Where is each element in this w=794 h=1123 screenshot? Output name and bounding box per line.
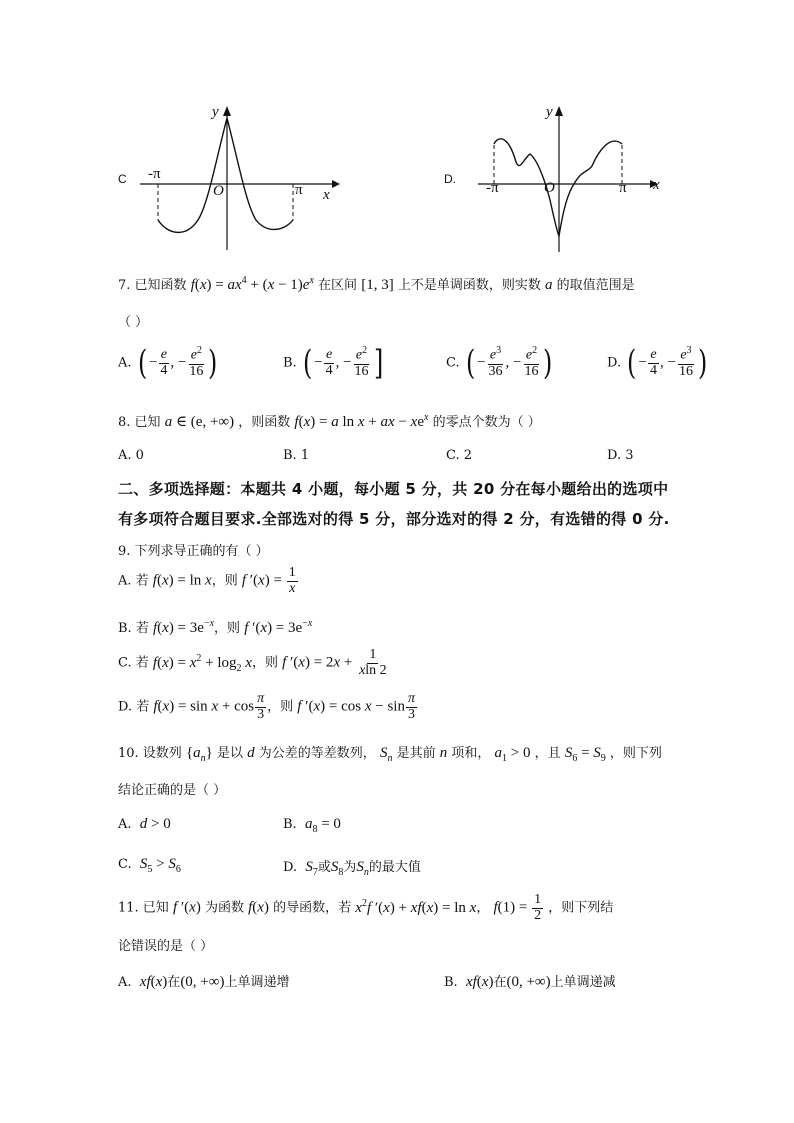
q8-option-c: C. 2 (446, 448, 473, 463)
graph-d-origin: O (544, 180, 555, 196)
q8-stem: 8. 已知 a ∈ (e, +∞) ，则函数 f(x) = a ln x + ax − $xe^x$ 的零点个数为（ ） (118, 412, 541, 430)
q7-stem: 7. 已知函数 $f(x) = ax^4 + (x - 1)e^x$ 在区间 [1, 3] 上不是单调函数，则实数 a 的取值范围是 (118, 275, 635, 293)
q8-option-a: A. 0 (118, 448, 144, 463)
graph-c-y-label: y (212, 104, 219, 120)
q7-interval: [1, 3] (361, 277, 394, 293)
q11-stem-line2: 论错误的是（ ） (118, 939, 214, 954)
q8-option-b: B. 1 (283, 448, 310, 463)
graph-d-neg-pi: -π (486, 180, 499, 196)
q11-stem: 11. 已知 f ′(x) 为函数 f(x) 的导函数，若 $x^2f$ ′(x) + xf(x) = ln x， f(1) = $\frac{1}{2}$ ，则下列结 (118, 892, 614, 923)
q10-option-a: A. d > 0 (118, 816, 171, 832)
q7-option-c: C. ( − $\frac{e^3}{36}$ , − $\frac{e^2}{16}$ ) (446, 343, 553, 383)
q11-option-a: A. xf(x)在(0, +∞)上单调递增 (118, 974, 290, 990)
q10-stem-line2: 结论正确的是（ ） (118, 783, 227, 798)
graph-c-origin: O (213, 183, 224, 199)
q9-option-b: B. 若 $f(x) = 3e^{-x}$，则 f $'(x) = 3e^{-x}$ (118, 618, 313, 636)
graph-d-y-label: y (546, 104, 553, 120)
q7-option-a: A. ( − $\frac{e}{4}$ , − $\frac{e^2}{16}$ ) (118, 343, 218, 383)
q10-option-d: D. $S_7$或$S_8$为$S_n$的最大值 (283, 859, 421, 878)
q10-stem: 10. 设数列 $\{a_n\}$ 是以 d 为公差的等差数列， $S_n$ 是其前 n 项和， $a_1 > 0$ ，且 $S_6 = S_9$ ，则下列 (118, 745, 662, 764)
y-arrow-icon (223, 106, 231, 116)
q10-option-b: B. $a_8 = 0$ (283, 816, 341, 835)
q9-option-c: C. 若 $f(x) = x^2 + \log_2 x$，则 f ′(x) = 2x + $\frac{1}{xln 2}$ (118, 647, 387, 678)
section2-line1: 二、多项选择题：本题共 4 小题，每小题 5 分，共 20 分在每小题给出的选项中 (118, 480, 669, 498)
q8-option-d: D. 3 (607, 448, 634, 463)
q9-option-a: A. 若 f(x) = ln x，则 f ′(x) = $\frac{1}{x}$ (118, 565, 296, 596)
graph-d-x-label: x (653, 177, 660, 193)
curve-c (158, 118, 293, 232)
graph-d-label: D. (444, 172, 456, 186)
graph-c (110, 100, 350, 260)
q10-option-c: C. $S_5 > S_6$ (118, 856, 181, 875)
graph-c-pi: π (295, 182, 303, 198)
q9-option-d: D. 若 f(x) = sin x + cos $\frac{\pi}{3}$ ，则 f ′(x) = cos x − sin $\frac{\pi}{3}$ (118, 691, 415, 722)
q7-answer-paren: （ ） (118, 315, 149, 330)
x-arrow-icon (332, 180, 340, 188)
graph-d-pi: π (619, 180, 627, 196)
curve-d (494, 139, 622, 236)
graph-c-x-label: x (323, 187, 330, 203)
q7-function: $f(x) = ax^4 + (x - 1)e^x$ (190, 275, 314, 293)
graph-c-neg-pi: -π (148, 166, 161, 182)
q9-stem: 9. 下列求导正确的有（ ） (118, 544, 269, 559)
graph-c-label: C (118, 172, 127, 186)
graph-d (470, 100, 670, 260)
section2-line2: 有多项符合题目要求.全部选对的得 5 分，部分选对的得 2 分，有选错的得 0 分. (118, 510, 670, 528)
y-arrow-icon (555, 106, 563, 116)
q7-option-d: D. ( − $\frac{e}{4}$ , − $\frac{e^3}{16}$ ) (607, 343, 708, 383)
q11-option-b: B. xf(x)在(0, +∞)上单调递减 (444, 974, 616, 990)
q7-option-b: B. ( − $\frac{e}{4}$ , − $\frac{e^2}{16}$ ] (283, 343, 383, 383)
